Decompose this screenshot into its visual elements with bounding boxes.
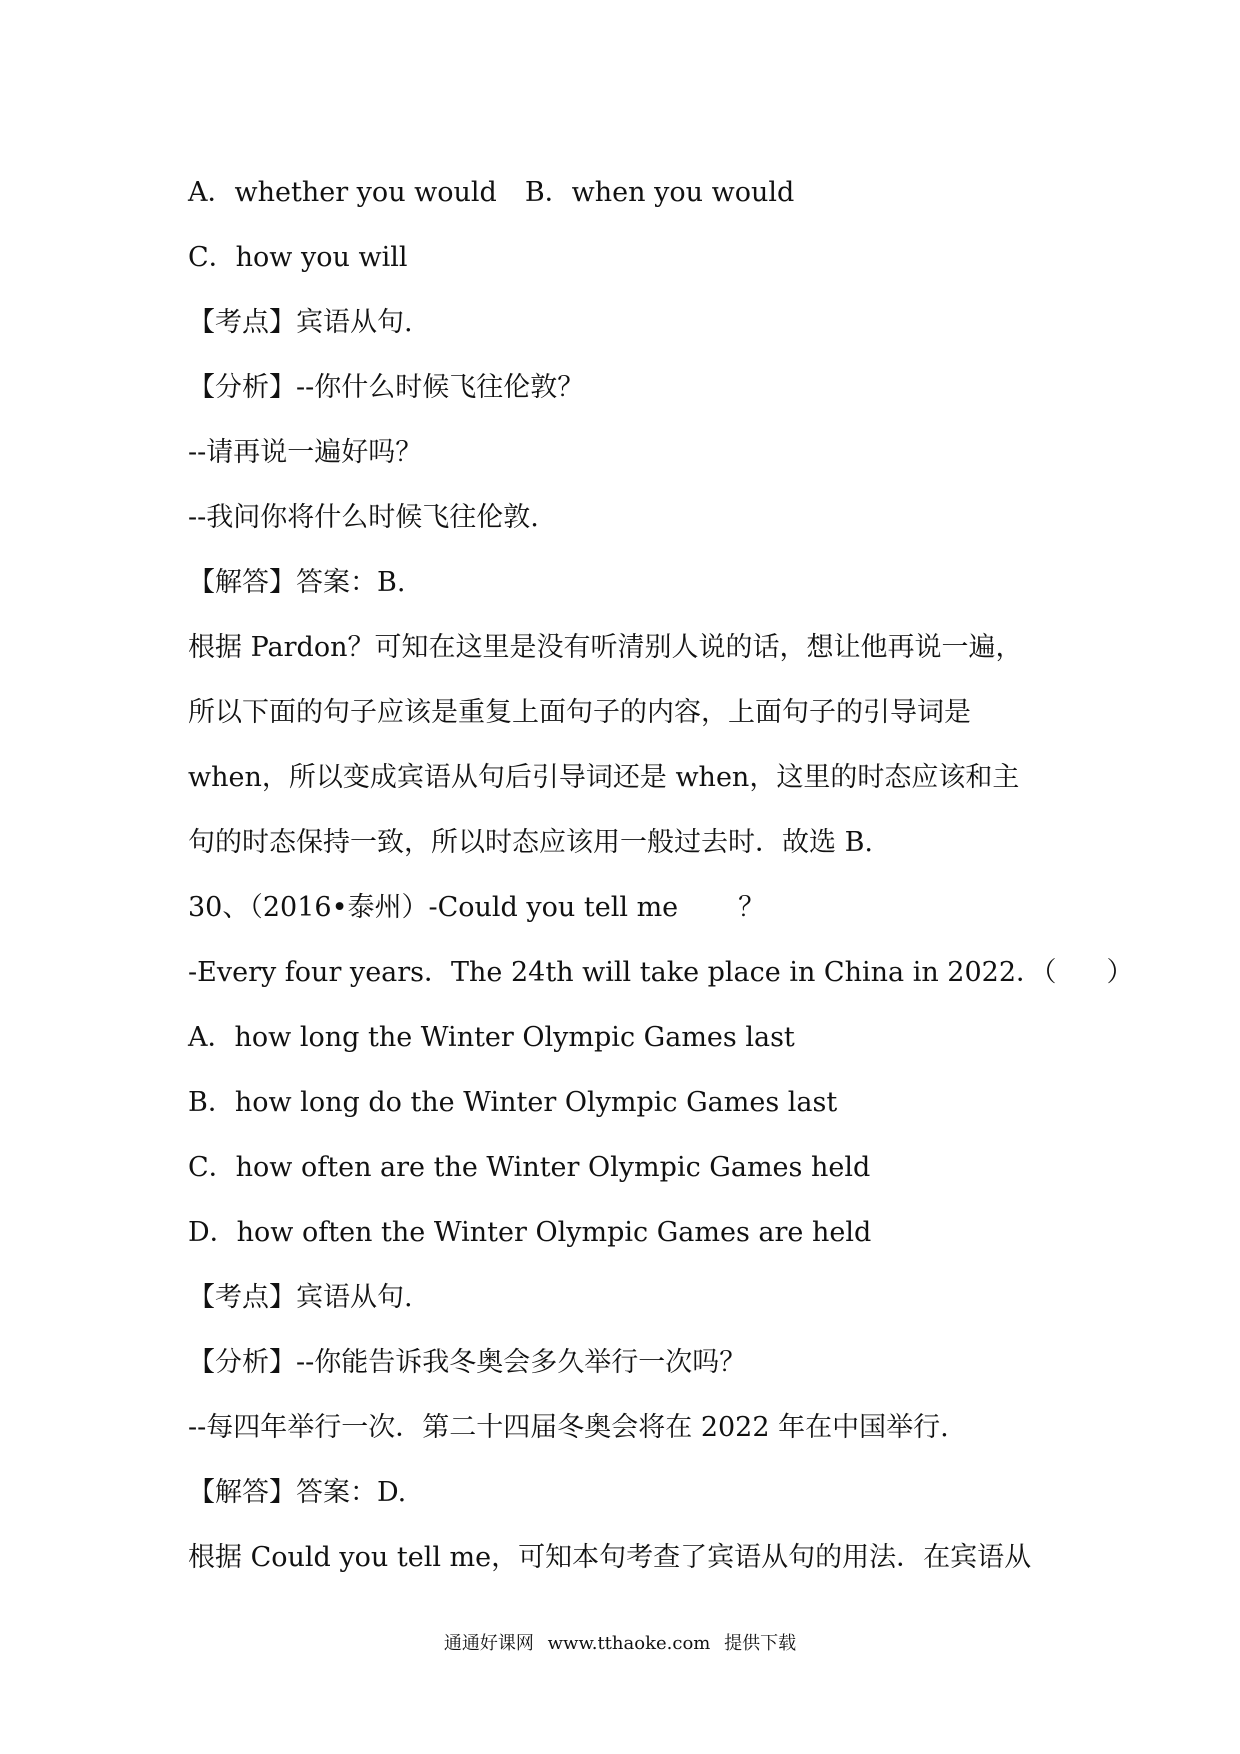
option-c: C．how you will [188,242,408,273]
q30-analysis: 【分析】--你能告诉我冬奥会多久举行一次吗？ [188,1347,747,1378]
explanation-line-1: 根据 Pardon？可知在这里是没有听清别人说的话，想让他再说一遍， [188,632,1023,663]
question-30 [188,875,1068,940]
page-footer [0,1632,1240,1656]
footer-note: 提供下载 [724,1633,797,1654]
close-paren: ） [1106,957,1134,988]
exam-point: 【考点】宾语从句. [188,307,413,338]
analysis-line-2: --请再说一遍好吗？ [188,437,423,468]
q30-option-b: B．how long do the Winter Olympic Games last [188,1087,838,1118]
answer: 【解答】答案：B. [188,567,406,598]
q30-exam-point: 【考点】宾语从句. [188,1282,413,1313]
q30-option-d: D．how often the Winter Olympic Games are held [188,1217,872,1248]
q30-option-a: A．how long the Winter Olympic Games last [188,1022,795,1053]
explanation-line-4: 句的时态保持一致，所以时态应该用一般过去时．故选 B. [188,827,874,858]
analysis: 【分析】--你什么时候飞往伦敦？ [188,372,585,403]
analysis-line-3: --我问你将什么时候飞往伦敦. [188,502,539,533]
question-30-stem: 30、（2016•泰州）-Could you tell me [188,892,679,923]
footer-site-name: 通通好课网 [443,1633,534,1654]
q30-answer: 【解答】答案：D. [188,1477,407,1508]
option-a: A．whether you would [188,177,497,208]
option-b: B．when you would [524,177,795,208]
option-line-1 [188,160,1068,225]
q30-option-c: C．how often are the Winter Olympic Games held [188,1152,871,1183]
question-mark: ？ [738,892,766,923]
footer-url[interactable]: www.tthaoke.com [547,1633,711,1654]
document-body [188,160,1134,1590]
explanation-line-2: 所以下面的句子应该是重复上面句子的内容，上面句子的引导词是 [188,697,971,728]
reply-text: -Every four years．The 24th will take place in China in 2022．（ [188,957,1057,988]
explanation-line-3: when，所以变成宾语从句后引导词还是 when，这里的时态应该和主 [188,762,1020,793]
q30-explanation-line-1: 根据 Could you tell me，可知本句考查了宾语从句的用法．在宾语从 [188,1542,1032,1573]
q30-analysis-line-2: --每四年举行一次．第二十四届冬奥会将在 2022 年在中国举行. [188,1412,949,1443]
question-30-reply [188,940,1134,1005]
